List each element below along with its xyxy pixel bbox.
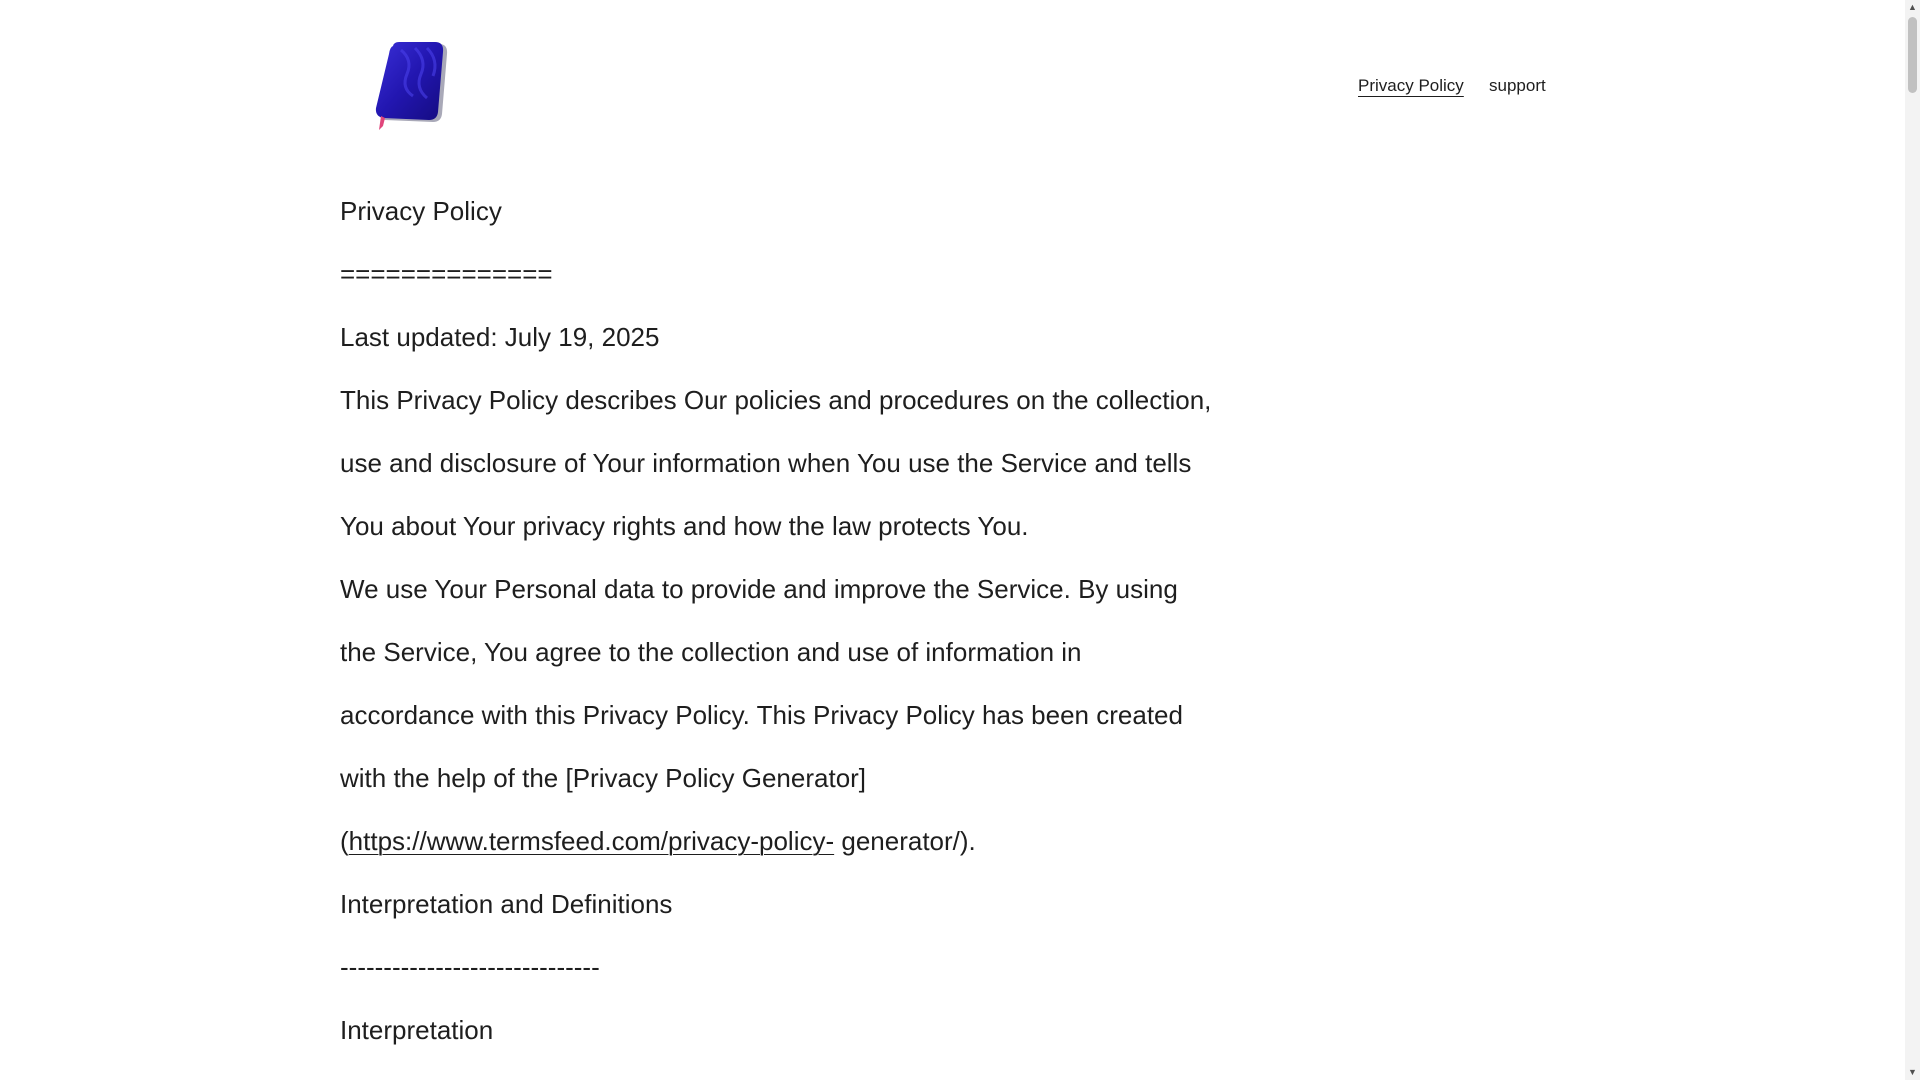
privacy-policy-generator-link[interactable]: https://www.termsfeed.com/privacy-policy-	[348, 826, 835, 856]
scroll-down-arrow-icon[interactable]: ▼	[1908, 1067, 1917, 1077]
usage-paragraph-text: We use Your Personal data to provide and improve the Service. By using the Service, You agree to the collection and use of information in accordance with this Privacy Policy. This Privacy Policy has been created with the help of the [Privacy Policy Generator](	[340, 574, 1183, 856]
subsection-heading: Interpretation	[340, 1015, 494, 1045]
nav-link-support[interactable]: support	[1489, 76, 1546, 95]
usage-paragraph-tail: generator/).	[841, 826, 976, 856]
section-underline-rule: ------------------------------	[340, 952, 600, 982]
usage-paragraph	[340, 558, 1220, 873]
intro-paragraph: This Privacy Policy describes Our policies and procedures on the collection, use and disclosure of Your information when You use the Service and tells You about Your privacy rights and how the law protects You.	[340, 385, 1212, 541]
vertical-scrollbar[interactable]	[1905, 0, 1920, 1080]
title-underline-rule: ==============	[340, 259, 553, 289]
last-updated: Last updated: July 19, 2025	[340, 322, 660, 352]
page-title: Privacy Policy	[340, 196, 502, 226]
nav-link-privacy-policy[interactable]: Privacy Policy	[1358, 76, 1464, 95]
section-heading: Interpretation and Definitions	[340, 889, 673, 919]
policy-content	[340, 180, 1240, 1062]
scroll-up-arrow-icon[interactable]: ▲	[1908, 2, 1917, 12]
scrollbar-thumb[interactable]	[1908, 17, 1917, 93]
top-navigation	[0, 75, 1905, 99]
